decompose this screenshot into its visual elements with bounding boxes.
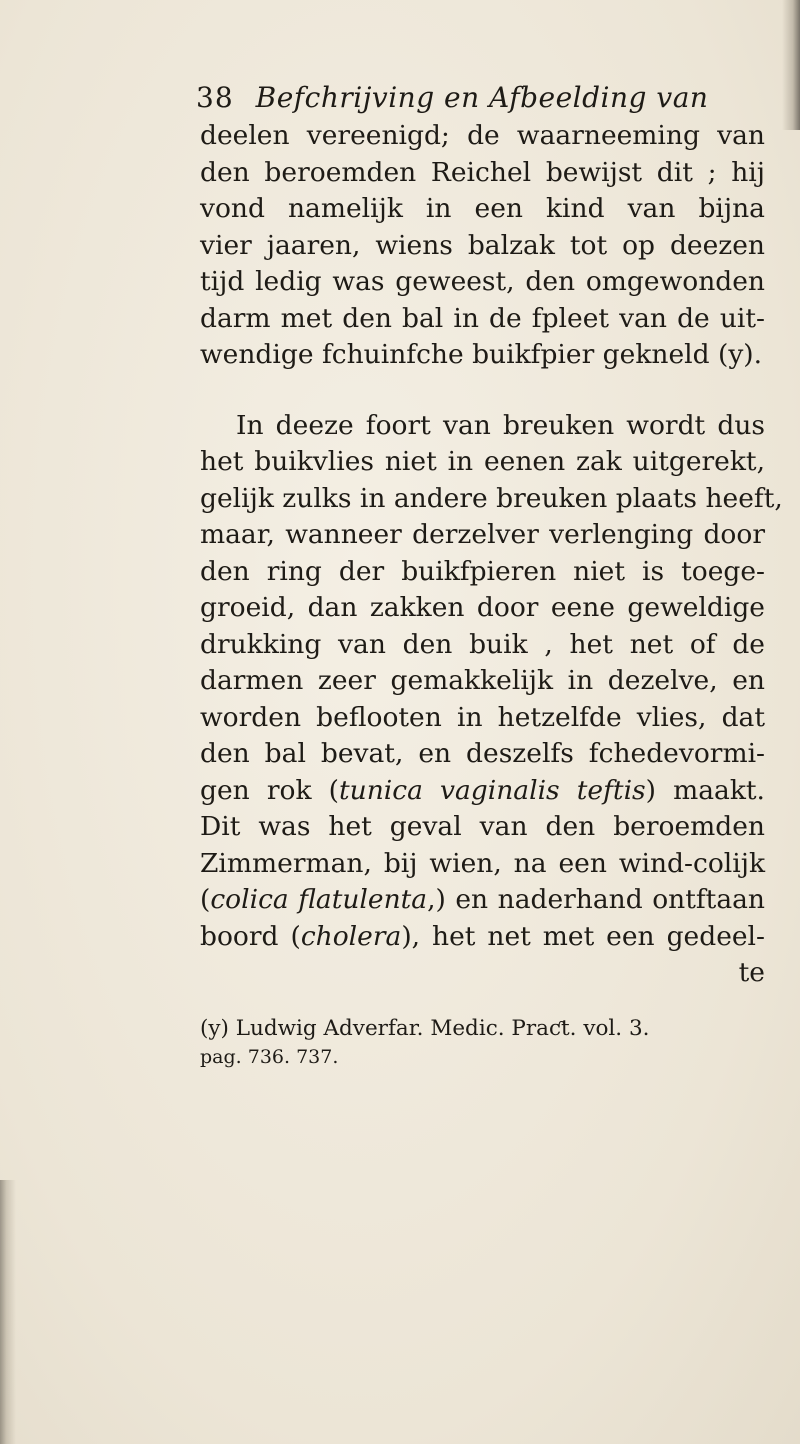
text-line: gelijk zulks in andere breuken plaats heeft, (200, 482, 783, 514)
text-line: den beroemden Reichel bewijst dit ; hij (200, 156, 765, 188)
body-text (200, 118, 783, 992)
text-line: drukking van den buik , het net of de (200, 628, 765, 660)
catchword: te (738, 957, 765, 988)
text-line-with-latin (200, 882, 765, 919)
text-line: darmen zeer gemakkelijk in dezelve, en (200, 665, 765, 696)
footnote (200, 1014, 765, 1072)
footnote-line: pag. 736. 737. (200, 1046, 339, 1068)
text-line: het buikvlies niet in eenen zak uitgerekt, (200, 446, 765, 477)
text-fragment: gen rok ( (200, 774, 339, 806)
footnote-line: (y) Ludwig Adverfar. Medic. Praƈt. vol. 3. (200, 1016, 650, 1041)
page-header (196, 78, 708, 118)
text-fragment: ), het net met een gedeel- (401, 920, 765, 952)
latin-term: tunica vaginalis teftis (339, 774, 646, 806)
text-line: tijd ledig was geweest, den omgewonden (200, 266, 765, 297)
latin-term: cholera (300, 920, 402, 952)
text-line: Zimmerman, bij wien, na een wind-colijk (200, 847, 765, 879)
text-fragment: ) maakt. (645, 774, 765, 806)
text-line: groeid, dan zakken door eene geweldige (200, 592, 765, 623)
text-line: Dit was het geval van den beroemden (200, 811, 765, 842)
page-number: 38 (196, 81, 234, 114)
text-line: worden beflooten in hetzelfde vlies, dat (200, 701, 765, 733)
latin-term: colica flatulenta (210, 884, 428, 915)
text-line: wendige fchuinfche buikfpier gekneld (y). (200, 339, 763, 370)
text-line: deelen vereenigd; de waarneeming van (200, 120, 765, 151)
paragraph-1 (200, 118, 765, 374)
text-line: vier jaaren, wiens balzak tot op deezen (200, 229, 765, 261)
text-fragment: ,) en naderhand ontftaan (427, 884, 765, 915)
paragraph-gap (200, 374, 765, 408)
text-fragment: boord ( (200, 920, 301, 952)
text-line-with-latin (200, 919, 765, 956)
page-edge-shadow-left (0, 1180, 16, 1444)
text-line: darm met den bal in de fpleet van de uit- (200, 302, 765, 334)
running-title: Befchrijving en Afbeelding van (255, 81, 709, 114)
text-line: maar, wanneer derzelver verlenging door (200, 519, 765, 550)
text-fragment: ( (200, 884, 211, 915)
page-edge-shadow-right (782, 0, 800, 130)
paragraph-2 (200, 408, 783, 992)
text-line: vond namelijk in een kind van bijna (200, 193, 765, 224)
text-line: den ring der buikfpieren niet is toege- (200, 555, 765, 587)
text-line: In deeze foort van breuken wordt dus (236, 409, 765, 441)
text-line: den bal bevat, en deszelfs fchedevormi- (200, 738, 765, 769)
text-line-with-latin (200, 773, 765, 810)
